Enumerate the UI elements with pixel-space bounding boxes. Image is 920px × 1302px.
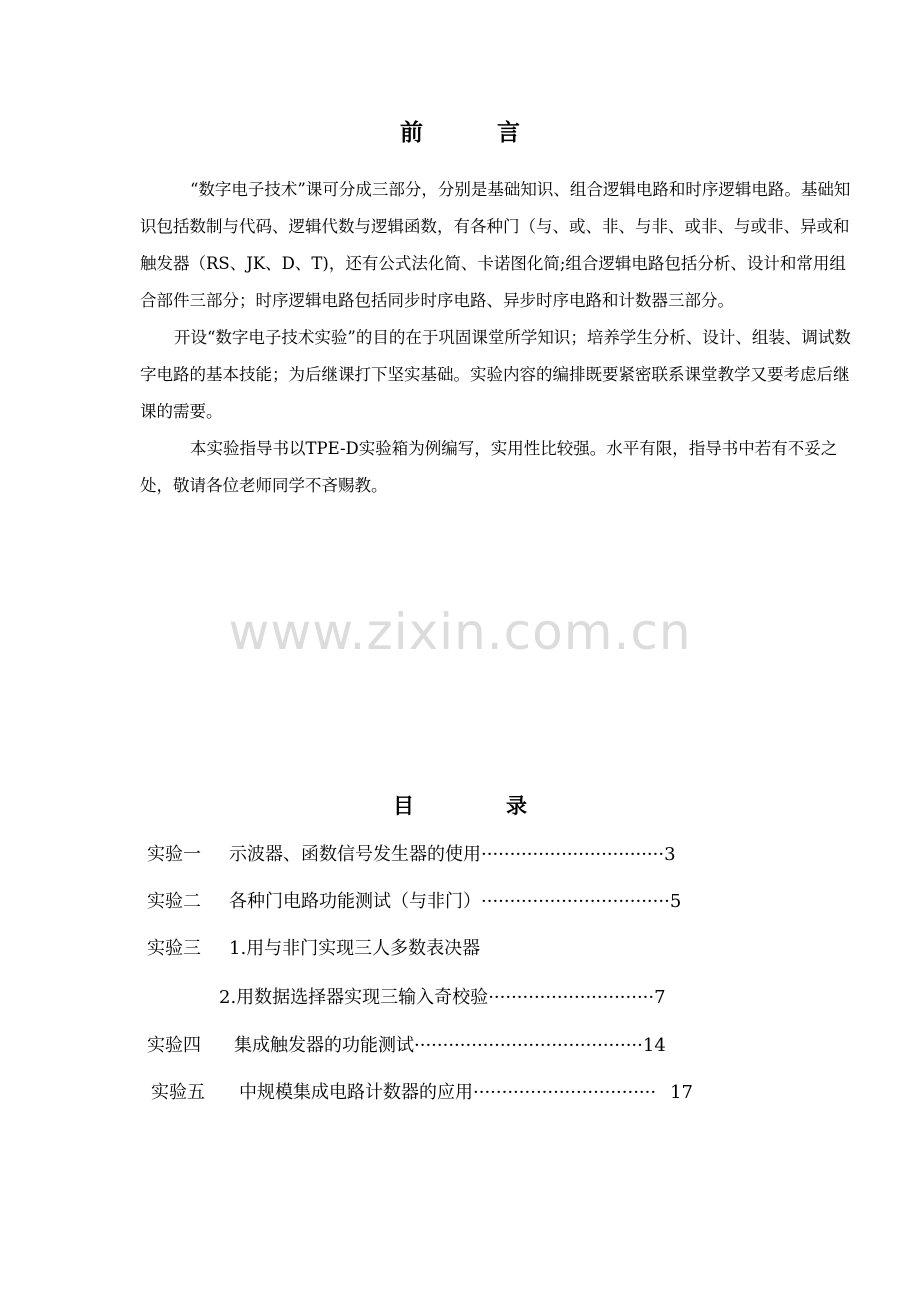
toc-title <box>0 790 920 820</box>
toc-leader-dots: ································· <box>481 891 670 912</box>
toc-entry-3[interactable] <box>147 937 480 961</box>
toc-entry-page: 7 <box>654 987 666 1008</box>
toc-entry-text: 集成触发器的功能测试 <box>234 1035 414 1056</box>
preface-title-char-1: 前 <box>400 119 423 146</box>
toc-entry-4[interactable] <box>147 1034 666 1058</box>
preface-body <box>140 171 852 504</box>
toc-leader-dots: ································ <box>481 844 665 865</box>
preface-title <box>0 114 920 147</box>
toc-entry-label: 实验二 <box>147 891 201 912</box>
preface-paragraph-3: 本实验指导书以TPE-D实验箱为例编写，实用性比较强。水平有限，指导书中若有不妥之处，敬请各位老师同学不吝赐教。 <box>140 439 838 495</box>
toc-entry-page: 5 <box>669 891 682 912</box>
preface-paragraph-1: “数字电子技术”课可分成三部分，分别是基础知识、组合逻辑电路和时序逻辑电路。基础知识包括数制与代码、逻辑代数与逻辑函数，有各种门（与、或、非、与非、或非、与或非、异或和触发器（RS、JK、D、T)，还有公式法化简、卡诺图化简;组合逻辑电路包括分析、设计和常用组合部件三部分；时序逻辑电路包括同步时序电路、异步时序电路和计数器三部分。 <box>140 180 851 310</box>
toc-entry-page: 17 <box>670 1082 693 1103</box>
toc-entry-text: 2.用数据选择器实现三输入奇校验 <box>219 987 489 1008</box>
toc-title-char-2: 录 <box>506 793 527 818</box>
toc-entry-text: 中规模集成电路计数器的应用 <box>239 1082 473 1103</box>
toc-entry-text: 各种门电路功能测试（与非门） <box>229 891 481 912</box>
toc-entry-page: 3 <box>664 844 676 865</box>
toc-entry-text: 1.用与非门实现三人多数表决器 <box>229 938 481 959</box>
toc-entry-page: 14 <box>642 1035 666 1056</box>
watermark: www.zixin.com.cn <box>228 603 692 661</box>
preface-paragraph-2: 开设“数字电子技术实验”的目的在于巩固课堂所学知识；培养学生分析、设计、组装、调试数字电路的基本技能；为后继课打下坚实基础。实验内容的编排既要紧密联系课堂教学又要考虑后继课的需要。 <box>140 328 851 421</box>
toc-entry-1[interactable] <box>147 843 676 867</box>
toc-entry-label: 实验一 <box>147 844 201 865</box>
toc-entry-label: 实验四 <box>147 1035 201 1056</box>
toc-leader-dots: ····························· <box>488 987 655 1008</box>
toc-leader-dots: ································ <box>473 1082 657 1103</box>
toc-entry-3b[interactable] <box>219 986 666 1010</box>
toc-entry-5[interactable] <box>151 1081 693 1105</box>
toc-entry-label: 实验五 <box>151 1082 205 1103</box>
toc-entry-text: 示波器、函数信号发生器的使用 <box>229 844 481 865</box>
toc-leader-dots: ········································ <box>414 1035 643 1056</box>
toc-title-char-1: 目 <box>393 793 414 818</box>
toc-entry-2[interactable] <box>147 890 681 914</box>
preface-title-char-2: 言 <box>497 119 520 146</box>
toc-entry-label: 实验三 <box>147 938 201 959</box>
